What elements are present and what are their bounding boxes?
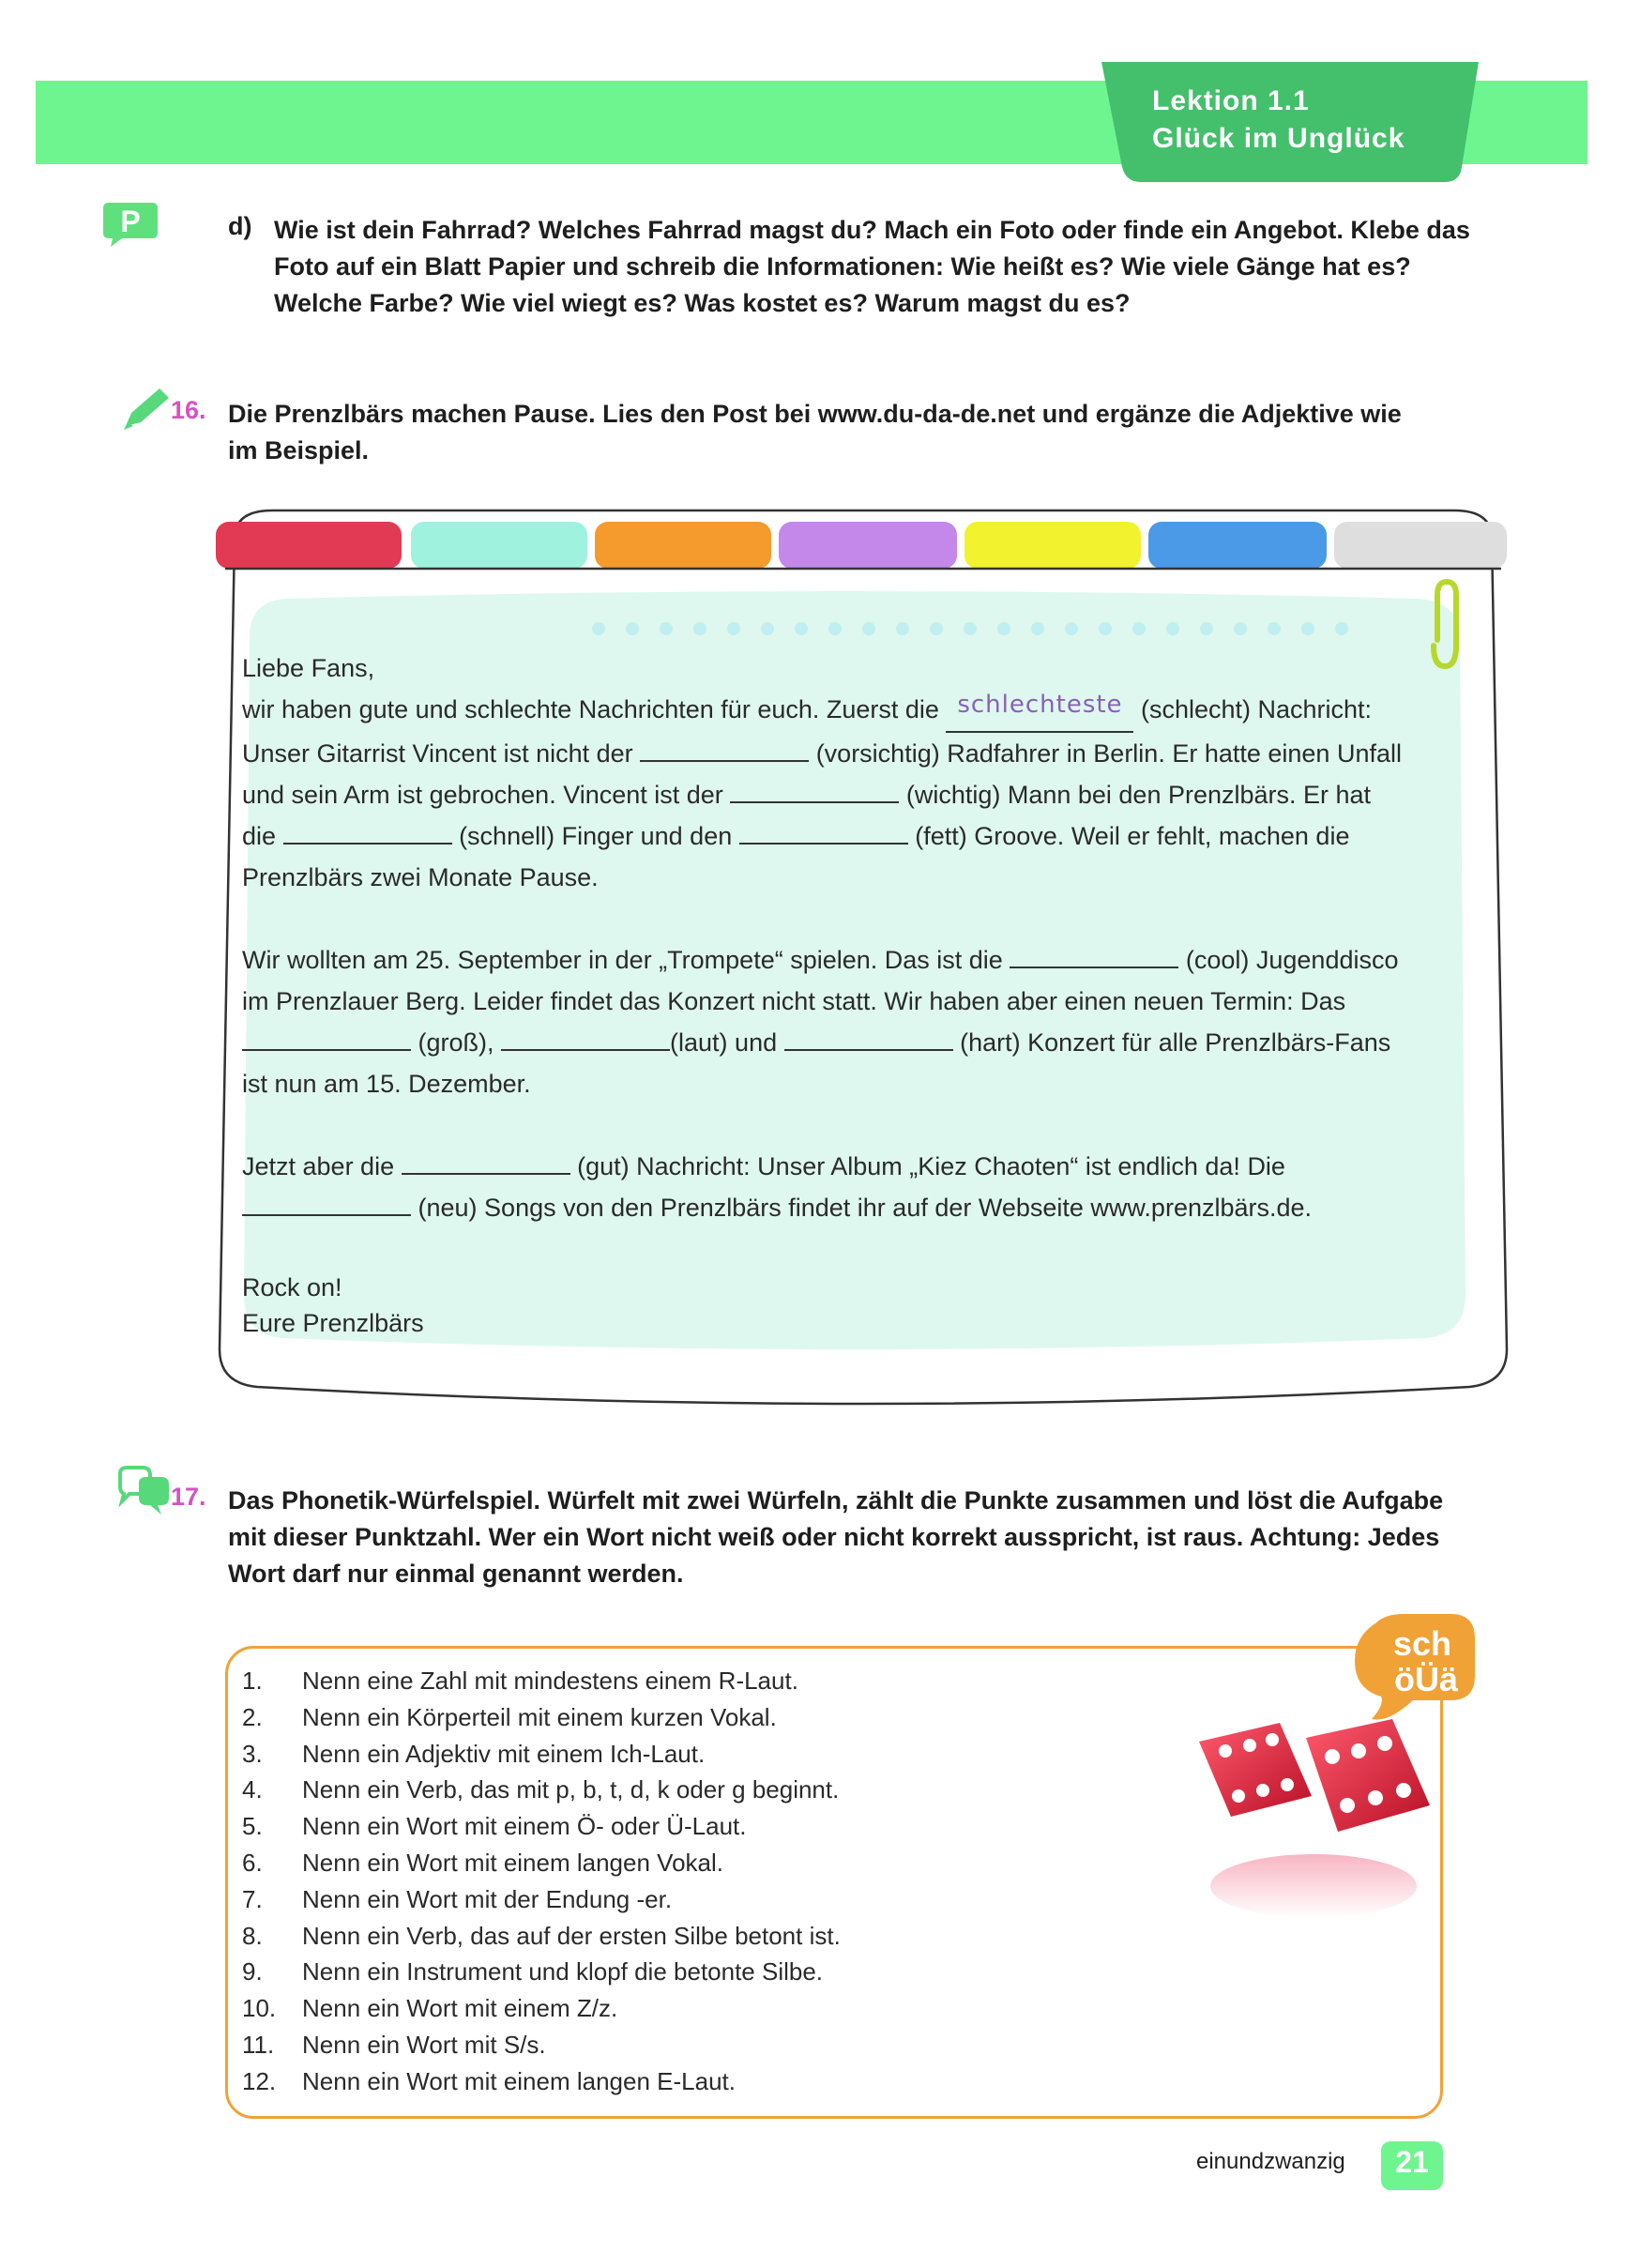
dice-task-item (242, 1663, 1180, 1699)
post-paragraph-2: Wir wollten am 25. September in der „Trompete“ spielen. Das ist die (cool) Jugenddisco im Prenzlauer Berg. Leider findet das Konzert nicht statt. Wir haben aber einen neuen Termin: Das (groß), (laut) und (hart) Konzert für alle Prenzlbärs-Fans ist nun am 15. Dezember. (242, 946, 1399, 1098)
dice-task-list (242, 1663, 1180, 2100)
pencil-icon (118, 385, 175, 432)
dice-task-number: 8. (242, 1921, 263, 1950)
answer-blank[interactable] (640, 738, 809, 762)
dice-task-text: Nenn ein Verb, das auf der ersten Silbe betont ist. (302, 1921, 841, 1950)
dice-task-text: Nenn ein Wort mit einem Ö- oder Ü-Laut. (302, 1812, 747, 1841)
dice-task-item (242, 1845, 1180, 1881)
dice-task-text: Nenn ein Wort mit einem langen Vokal. (302, 1848, 723, 1877)
dice-task-text: Nenn ein Wort mit S/s. (302, 2030, 546, 2059)
answer-blank[interactable] (501, 1027, 670, 1051)
answer-blank[interactable] (784, 1027, 953, 1051)
task-d-label: d) (228, 212, 252, 240)
dice-task-text: Nenn ein Instrument und klopf die betonte Silbe. (302, 1957, 824, 1986)
browser-tab-purple (779, 522, 957, 569)
example-answer-field[interactable] (946, 689, 1133, 733)
blog-post (242, 647, 1405, 1341)
dice-task-text: Nenn ein Körperteil mit einem kurzen Vokal. (302, 1702, 777, 1731)
dice-task-text: Nenn ein Wort mit einem Z/z. (302, 1994, 618, 2023)
exercise-17-instruction: Das Phonetik-Würfelspiel. Würfelt mit zwei Würfeln, zählt die Punkte zusammen und löst die Aufgabe mit dieser Punktzahl. Wer ein Wort nicht weiß oder nicht korrekt ausspricht, ist raus. Achtung: Jedes Wort darf nur einmal genannt werden. (228, 1486, 1444, 1588)
dice-task-number: 3. (242, 1739, 263, 1768)
dice-task-number: 6. (242, 1848, 263, 1877)
post-closing: Rock on! Eure Prenzlbärs (242, 1273, 424, 1337)
dice-task-item (242, 2063, 1180, 2100)
dice-task-number: 12. (242, 2066, 277, 2095)
exercise-17-number: 17. (171, 1483, 206, 1511)
dice-task-number: 2. (242, 1702, 263, 1731)
task-d-text: Wie ist dein Fahrrad? Welches Fahrrad magst du? Mach ein Foto oder finde ein Angebot. Klebe das Foto auf ein Blatt Papier und schreib die Informationen: Wie heißt es? Wie viele Gänge hat es? Welche Farbe? Wie viel wiegt es? Was kostet es? Warum magst du es? (274, 216, 1470, 317)
dice-task-text: Nenn eine Zahl mit mindestens einem R-Laut. (302, 1667, 798, 1695)
page-number: 21 (1395, 2145, 1429, 2179)
dice-task-number: 7. (242, 1884, 263, 1913)
project-badge-icon (101, 201, 159, 248)
answer-blank[interactable] (242, 1192, 411, 1216)
browser-tab-mint (411, 522, 587, 569)
dice-task-item (242, 1990, 1180, 2027)
browser-tab-grey (1334, 522, 1507, 569)
speech-bubbles-icon (114, 1466, 173, 1518)
dice-task-text: Nenn ein Adjektiv mit einem Ich-Laut. (302, 1739, 706, 1768)
dice-task-text: Nenn ein Verb, das mit p, b, t, d, k oder g beginnt. (302, 1775, 840, 1804)
browser-tab-red (216, 522, 402, 569)
dice-task-number: 1. (242, 1667, 263, 1695)
answer-blank[interactable] (242, 1027, 411, 1051)
exercise-16-instruction: Die Prenzlbärs machen Pause. Lies den Post bei www.du-da-de.net und ergänze die Adjektive wie im Beispiel. (228, 400, 1402, 464)
dice-task-item (242, 1954, 1180, 1990)
dice-task-text: Nenn ein Wort mit der Endung -er. (302, 1884, 673, 1913)
dice-task-item (242, 1772, 1180, 1808)
exercise-16-number: 16. (171, 396, 206, 424)
post-greeting: Liebe Fans, (242, 654, 375, 682)
dice-task-item (242, 2027, 1180, 2063)
die-left-icon (1199, 1723, 1312, 1817)
answer-blank[interactable] (402, 1150, 570, 1175)
dice-task-text: Nenn ein Wort mit einem langen E-Laut. (302, 2066, 736, 2095)
dice-task-item (242, 1918, 1180, 1955)
dice-task-item (242, 1699, 1180, 1736)
dice-task-number: 11. (242, 2030, 275, 2059)
dice-task-number: 9. (242, 1957, 263, 1986)
page-number-word: einundzwanzig (1196, 2149, 1345, 2174)
example-answer: schlechteste (957, 691, 1123, 719)
dice-task-item (242, 1881, 1180, 1918)
lesson-subtitle: Glück im Unglück (1152, 123, 1405, 154)
lesson-title (1152, 83, 1452, 158)
browser-tab-blue (1148, 522, 1327, 569)
post-paragraph-1: wir haben gute und schlechte Nachrichten für euch. Zuerst die schlechteste (schlecht) Nachricht: Unser Gitarrist Vincent ist nicht der (vorsichtig) Radfahrer in Berlin. Er hatte einen Unfall und sein Arm ist gebrochen. Vincent ist der (wichtig) Mann bei den Prenzlbärs. Er hat die (schnell) Finger und den (fett) Groove. Weil er fehlt, machen die Prenzlbärs zwei Monate Pause. (242, 691, 1402, 891)
answer-blank[interactable] (739, 820, 908, 845)
dice-image (1192, 1698, 1435, 1924)
phonetics-badge-line2: öÜä (1393, 1660, 1459, 1698)
post-paragraph-3: Jetzt aber die (gut) Nachricht: Unser Album „Kiez Chaoten“ ist endlich da! Die (neu) Songs von den Prenzlbärs findet ihr auf der Webseite www.prenzlbärs.de. (242, 1152, 1313, 1222)
answer-blank[interactable] (1010, 944, 1178, 968)
dice-task-item (242, 1736, 1180, 1773)
answer-blank[interactable] (730, 779, 899, 803)
dice-task-number: 4. (242, 1775, 263, 1804)
lesson-number: Lektion 1.1 (1152, 85, 1310, 116)
dice-task-item (242, 1808, 1180, 1845)
dice-task-number: 10. (242, 1994, 277, 2023)
browser-tab-orange (595, 522, 771, 569)
project-badge-letter: P (120, 205, 141, 238)
browser-tab-yellow (964, 522, 1141, 569)
die-right-icon (1306, 1719, 1430, 1832)
dice-task-number: 5. (242, 1812, 263, 1841)
phonetics-badge-line1: sch (1392, 1624, 1452, 1663)
answer-blank[interactable] (283, 820, 452, 845)
